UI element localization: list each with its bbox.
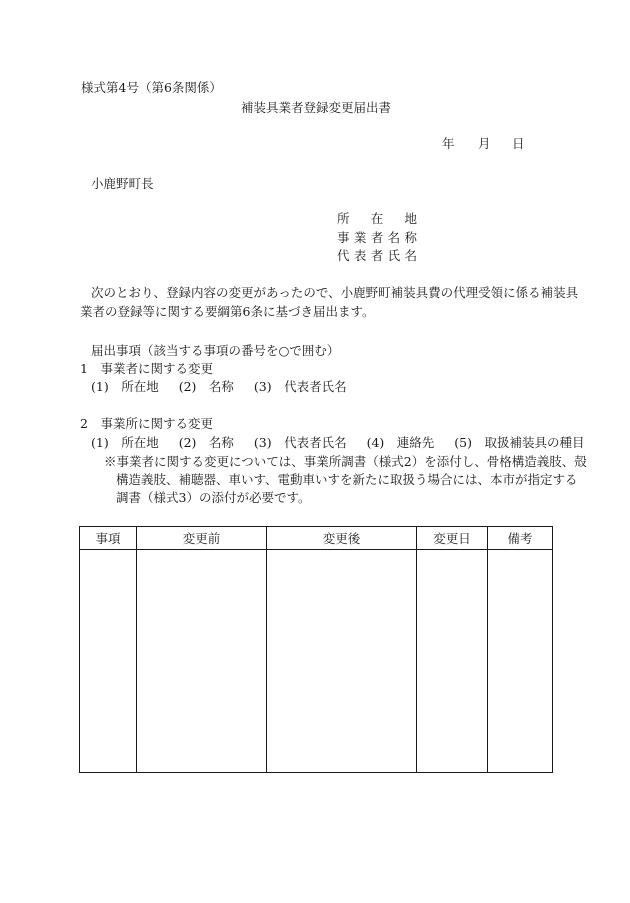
cell-after[interactable] [267, 550, 417, 773]
table-header-row [80, 527, 553, 550]
body-text-line-1: 次のとおり、登録内容の変更があったので、小鹿野町補装具費の代理受領に係る補装具 [91, 285, 579, 300]
date-day-label: 日 [512, 136, 525, 151]
column-header-after: 変更後 [267, 527, 417, 550]
form-number: 様式第4号（第6条関係） [81, 80, 222, 95]
sender-business-name-label: 事 業 者 名 称 [337, 230, 417, 245]
date-month-label: 月 [478, 136, 491, 151]
cell-item[interactable] [80, 550, 137, 773]
cell-change-date[interactable] [417, 550, 488, 773]
option-item: (1) 所在地 [91, 435, 159, 450]
section-1-items [91, 381, 347, 394]
option-item: (3) 代表者氏名 [253, 379, 347, 394]
notification-header: 届出事項（該当する事項の番号を○で囲む） [91, 343, 340, 358]
option-item: (3) 代表者氏名 [253, 435, 347, 450]
section-2-items [91, 437, 584, 450]
note-line-1: ※事業者に関する変更については、事業所調書（様式2）を添付し、骨格構造義肢、殻 [104, 454, 587, 469]
date-year-label: 年 [442, 136, 455, 151]
sender-representative-label: 代 表 者 氏 名 [337, 248, 417, 263]
column-header-item: 事項 [80, 527, 137, 550]
column-header-before: 変更前 [137, 527, 267, 550]
option-item: (1) 所在地 [91, 379, 159, 394]
option-item: (2) 名称 [178, 379, 234, 394]
option-item: (2) 名称 [178, 435, 234, 450]
document-title: 補装具業者登録変更届出書 [240, 100, 391, 115]
addressee: 小鹿野町長 [91, 176, 154, 191]
cell-remarks[interactable] [488, 550, 553, 773]
cell-before[interactable] [137, 550, 267, 773]
body-text-line-2: 業者の登録等に関する要綱第6条に基づき届出ます。 [80, 304, 375, 319]
table-row [80, 550, 553, 773]
section-2-title: 2 事業所に関する変更 [80, 416, 213, 431]
column-header-remarks: 備考 [488, 527, 553, 550]
note-line-2: 構造義肢、補聴器、車いす、電動車いすを新たに取扱う場合には、本市が指定する [116, 472, 578, 487]
option-item: (4) 連絡先 [366, 435, 435, 450]
option-item: (5) 取扱補装具の種目 [454, 435, 585, 450]
note-line-3: 調書（様式3）の添付が必要です。 [116, 490, 311, 505]
column-header-change-date: 変更日 [417, 527, 488, 550]
section-1-title: 1 事業者に関する変更 [80, 361, 213, 376]
sender-address-label: 所 在 地 [337, 211, 417, 226]
change-record-table [79, 526, 553, 773]
